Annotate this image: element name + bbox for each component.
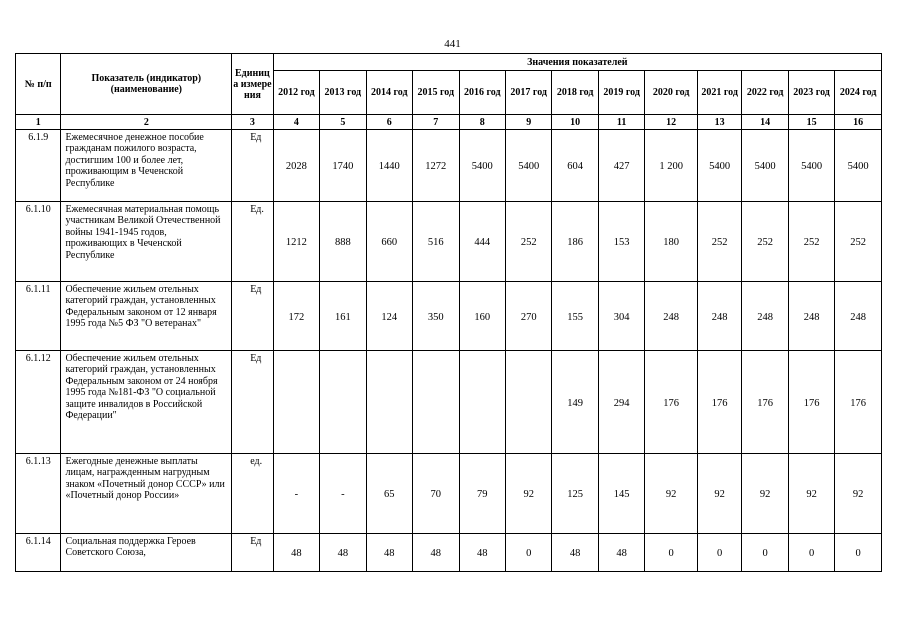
header-year: 2012 год: [273, 71, 319, 115]
column-index: 11: [598, 115, 644, 130]
value-cell: 248: [835, 282, 882, 351]
value-cell: 888: [320, 202, 366, 282]
table-row: [16, 202, 882, 282]
column-index: 10: [552, 115, 598, 130]
header-number: № п/п: [16, 54, 61, 115]
value-cell: 248: [697, 282, 741, 351]
indicator-name: Социальная поддержка Героев Советского Союза,: [61, 534, 232, 572]
row-number: 6.1.14: [16, 534, 61, 572]
indicator-name: Ежемесячная материальная помощь участникам Великой Отечественной войны 1941-1945 годов, проживающих в Чеченской Республике: [61, 202, 232, 282]
column-index: 13: [697, 115, 741, 130]
column-index: 6: [366, 115, 412, 130]
value-cell: [366, 351, 412, 454]
column-index: 2: [61, 115, 232, 130]
header-year: 2016 год: [459, 71, 505, 115]
header-year: 2017 год: [505, 71, 551, 115]
column-index: 12: [645, 115, 698, 130]
value-cell: 5400: [697, 130, 741, 202]
row-number: 6.1.11: [16, 282, 61, 351]
column-index: 14: [742, 115, 788, 130]
value-cell: 660: [366, 202, 412, 282]
value-cell: 48: [552, 534, 598, 572]
value-cell: 145: [598, 454, 644, 534]
column-index: 7: [413, 115, 459, 130]
row-number: 6.1.13: [16, 454, 61, 534]
indicator-unit: Ед: [232, 351, 273, 454]
value-cell: [320, 351, 366, 454]
value-cell: [413, 351, 459, 454]
value-cell: 48: [366, 534, 412, 572]
value-cell: -: [273, 454, 319, 534]
value-cell: 153: [598, 202, 644, 282]
header-values-group: Значения показателей: [273, 54, 881, 71]
value-cell: 48: [320, 534, 366, 572]
page-number: 441: [444, 38, 461, 50]
value-cell: 252: [788, 202, 834, 282]
value-cell: 149: [552, 351, 598, 454]
value-cell: 0: [742, 534, 788, 572]
value-cell: 176: [697, 351, 741, 454]
indicator-unit: Ед.: [232, 202, 273, 282]
column-index: 8: [459, 115, 505, 130]
value-cell: 176: [835, 351, 882, 454]
indicators-table: [15, 53, 882, 572]
value-cell: 1272: [413, 130, 459, 202]
value-cell: -: [320, 454, 366, 534]
indicator-name: Ежемесячное денежное пособие гражданам пожилого возраста, достигшим 100 и более лет, проживающим в Чеченской Республике: [61, 130, 232, 202]
column-index: 4: [273, 115, 319, 130]
value-cell: 350: [413, 282, 459, 351]
header-indicator: Показатель (индикатор) (наименование): [61, 54, 232, 115]
indicator-name: Обеспечение жильем отельных категорий граждан, установленных Федеральным законом от 12 января 1995 года №5 ФЗ "О ветеранах": [61, 282, 232, 351]
value-cell: 160: [459, 282, 505, 351]
header-year: 2023 год: [788, 71, 834, 115]
value-cell: 92: [645, 454, 698, 534]
table-row: [16, 351, 882, 454]
value-cell: 248: [742, 282, 788, 351]
indicator-unit: Ед: [232, 282, 273, 351]
header-year: 2019 год: [598, 71, 644, 115]
indicator-unit: Ед: [232, 130, 273, 202]
column-index: 16: [835, 115, 882, 130]
value-cell: 248: [788, 282, 834, 351]
value-cell: 92: [788, 454, 834, 534]
row-number: 6.1.9: [16, 130, 61, 202]
table-row: [16, 130, 882, 202]
value-cell: 176: [788, 351, 834, 454]
value-cell: 294: [598, 351, 644, 454]
value-cell: 79: [459, 454, 505, 534]
value-cell: 1440: [366, 130, 412, 202]
value-cell: 604: [552, 130, 598, 202]
table-row: [16, 534, 882, 572]
column-index: 15: [788, 115, 834, 130]
header-year: 2022 год: [742, 71, 788, 115]
value-cell: 1212: [273, 202, 319, 282]
value-cell: 2028: [273, 130, 319, 202]
header-year: 2013 год: [320, 71, 366, 115]
value-cell: 180: [645, 202, 698, 282]
value-cell: 172: [273, 282, 319, 351]
header-year: 2021 год: [697, 71, 741, 115]
value-cell: 70: [413, 454, 459, 534]
indicator-unit: Ед: [232, 534, 273, 572]
value-cell: 48: [459, 534, 505, 572]
value-cell: 5400: [505, 130, 551, 202]
value-cell: 304: [598, 282, 644, 351]
value-cell: 5400: [788, 130, 834, 202]
value-cell: 0: [697, 534, 741, 572]
value-cell: 92: [697, 454, 741, 534]
value-cell: [273, 351, 319, 454]
value-cell: 0: [645, 534, 698, 572]
indicator-name: Ежегодные денежные выплаты лицам, награжденным нагрудным знаком «Почетный донор СССР» или «Почетный донор России»: [61, 454, 232, 534]
column-index: 9: [505, 115, 551, 130]
value-cell: 5400: [459, 130, 505, 202]
value-cell: 248: [645, 282, 698, 351]
table-row: [16, 454, 882, 534]
row-number: 6.1.10: [16, 202, 61, 282]
table-row: [16, 282, 882, 351]
value-cell: 125: [552, 454, 598, 534]
value-cell: 186: [552, 202, 598, 282]
value-cell: 0: [835, 534, 882, 572]
value-cell: 5400: [742, 130, 788, 202]
header-unit: Единиц а измере ния: [232, 54, 273, 115]
header-year: 2015 год: [413, 71, 459, 115]
value-cell: [505, 351, 551, 454]
value-cell: 92: [505, 454, 551, 534]
column-index: 5: [320, 115, 366, 130]
indicator-name: Обеспечение жильем отельных категорий граждан, установленных Федеральным законом от 24 ноября 1995 года №181-ФЗ "О социальной защите инвалидов в Российской Федерации": [61, 351, 232, 454]
value-cell: 161: [320, 282, 366, 351]
value-cell: [459, 351, 505, 454]
value-cell: 176: [645, 351, 698, 454]
value-cell: 5400: [835, 130, 882, 202]
value-cell: 252: [505, 202, 551, 282]
value-cell: 252: [835, 202, 882, 282]
value-cell: 65: [366, 454, 412, 534]
header-year: 2020 год: [645, 71, 698, 115]
column-index: 3: [232, 115, 273, 130]
value-cell: 48: [413, 534, 459, 572]
value-cell: 1 200: [645, 130, 698, 202]
value-cell: 48: [598, 534, 644, 572]
value-cell: 252: [697, 202, 741, 282]
value-cell: 252: [742, 202, 788, 282]
value-cell: 155: [552, 282, 598, 351]
header-year: 2014 год: [366, 71, 412, 115]
value-cell: 124: [366, 282, 412, 351]
value-cell: 48: [273, 534, 319, 572]
value-cell: 0: [505, 534, 551, 572]
header-year: 2018 год: [552, 71, 598, 115]
value-cell: 0: [788, 534, 834, 572]
value-cell: 427: [598, 130, 644, 202]
indicator-unit: ед.: [232, 454, 273, 534]
value-cell: 1740: [320, 130, 366, 202]
row-number: 6.1.12: [16, 351, 61, 454]
header-year: 2024 год: [835, 71, 882, 115]
value-cell: 270: [505, 282, 551, 351]
column-index: 1: [16, 115, 61, 130]
value-cell: 92: [742, 454, 788, 534]
value-cell: 444: [459, 202, 505, 282]
value-cell: 92: [835, 454, 882, 534]
value-cell: 176: [742, 351, 788, 454]
value-cell: 516: [413, 202, 459, 282]
